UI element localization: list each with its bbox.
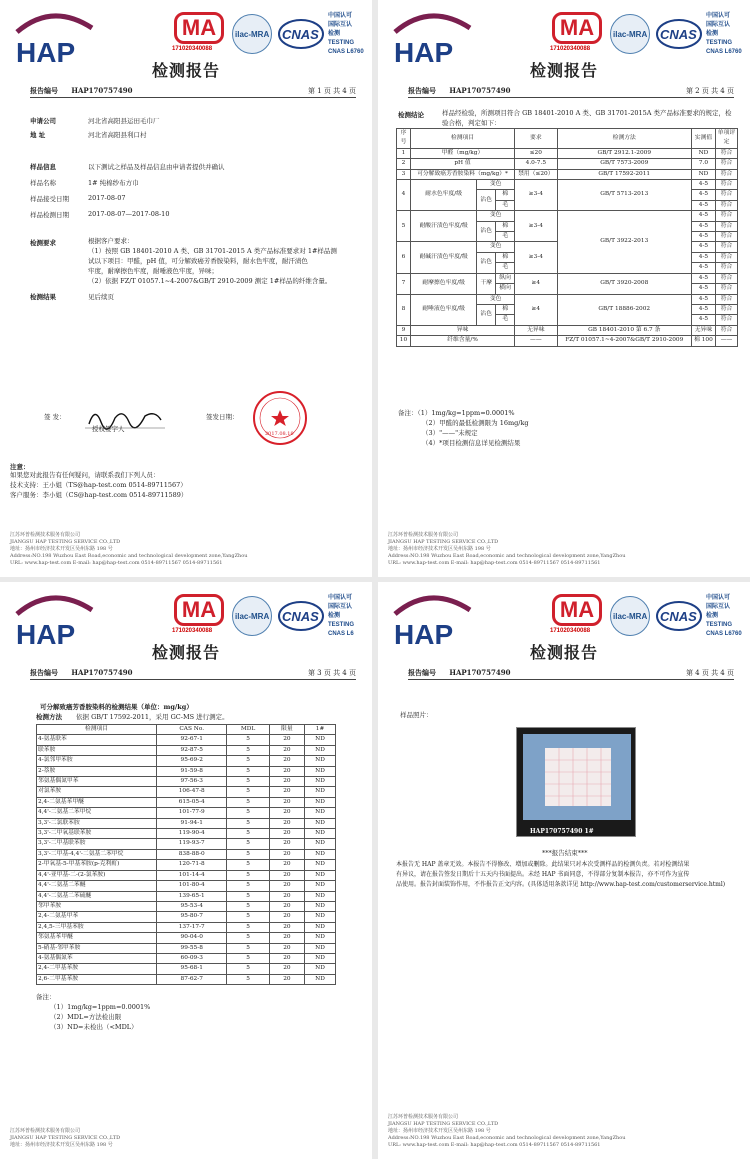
svg-text:HAP: HAP bbox=[394, 619, 454, 650]
svg-text:CNAS: CNAS bbox=[282, 27, 319, 42]
cma-code: 171020340088 bbox=[172, 46, 213, 52]
table-row: 2,4-二氨基甲苯 95-80-7 5 20 ND bbox=[37, 912, 336, 922]
report-page-4 bbox=[378, 582, 750, 1159]
report-header: 报告编号 HAP170757490 第 2 页 共 4 页 bbox=[408, 86, 734, 98]
cma-mark-icon: MA bbox=[552, 12, 602, 44]
accreditation-text: 中国认可 国际互认 检测 TESTING CNAS L6760 bbox=[706, 13, 742, 55]
ilac-mra-icon: ilac-MRA bbox=[232, 14, 272, 54]
accreditation-text: 中国认可 国际互认 检测 TESTING CNAS L6760 bbox=[328, 13, 364, 55]
cnas-logo-icon bbox=[656, 18, 702, 50]
table-row: 4,4'-二氨基二苯醚 101-80-4 5 20 ND bbox=[37, 881, 336, 891]
signer-label: 授权签字人 bbox=[92, 425, 125, 433]
result-value: 见后续页 bbox=[88, 293, 114, 301]
svg-text:HAP: HAP bbox=[16, 37, 76, 68]
address-label: 地 址 bbox=[30, 131, 46, 139]
ilac-mra-icon: ilac-MRA bbox=[610, 596, 650, 636]
table-row: 3,3'-二甲基-4,4'-二氨基二苯甲烷 838-88-0 5 20 ND bbox=[37, 849, 336, 859]
receive-date-label: 样品接受日期 bbox=[30, 195, 69, 203]
contact-info: 如果您对此报告有任何疑问，请联系我们下列人员： 技术支持：王小姐（TS@hap-test.com 0514-89711567） 客户服务：李小姐（CS@hap-test.com 0514-89711589） bbox=[10, 471, 188, 499]
cnas-logo-icon bbox=[656, 600, 702, 632]
issuer-label: 签 发： bbox=[44, 413, 66, 421]
report-title: 检测报告 bbox=[529, 643, 598, 662]
footer: 江苏环普检测技术服务有限公司 JIANGSU HAP TESTING SERVICE CO.,LTD 地址：扬州市经济技术开发区吴州东路 198 号 bbox=[10, 1128, 121, 1148]
footer: 江苏环普检测技术服务有限公司 JIANGSU HAP TESTING SERVICE CO.,LTD 地址：扬州市经济技术开发区吴州东路 198 号 Address:NO.198 Wuzhou East Road,economic and technological development zone,YangZhou URL: www.hap-test.com E-mail: hap@hap-test.com 0514-89711567 0514-89711561 bbox=[10, 532, 248, 566]
table-row: 2,6-二甲基苯胺 87-62-7 5 20 ND bbox=[37, 974, 336, 984]
table-row: 5-硝基-邻甲苯胺 99-55-8 5 20 ND bbox=[37, 943, 336, 953]
conclusion-text: 样品经检验，所测项目符合 GB 18401-2010 A 类、GB 31701-2015A 类产品标准要求的规定，检验合格，判定如下： bbox=[442, 109, 732, 127]
address-value: 河北省高阳县利口村 bbox=[88, 131, 147, 139]
report-page-2 bbox=[378, 0, 750, 577]
table-row: 2-萘胺 91-59-8 5 20 ND bbox=[37, 766, 336, 776]
table-row: 2,4-二氨基苯甲醚 615-05-4 5 20 ND bbox=[37, 797, 336, 807]
table-row: 4-氯邻甲苯胺 95-69-2 5 20 ND bbox=[37, 756, 336, 766]
cma-mark-icon: MA bbox=[174, 12, 224, 44]
receive-date-value: 2017-08-07 bbox=[88, 194, 126, 202]
table-row: 3,3'-二甲基联苯胺 119-93-7 5 20 ND bbox=[37, 839, 336, 849]
ilac-mra-icon: ilac-MRA bbox=[232, 596, 272, 636]
photo-caption: HAP170757490 1# bbox=[530, 828, 594, 835]
report-header: 报告编号 HAP170757490 第 3 页 共 4 页 bbox=[30, 668, 356, 680]
report-end: ***报告结束*** bbox=[542, 849, 588, 857]
cma-code: 171020340088 bbox=[550, 46, 591, 52]
cnas-logo-icon bbox=[278, 18, 324, 50]
table-row: 4-氨基联苯 92-67-1 5 20 ND bbox=[37, 735, 336, 745]
cma-mark-icon: MA bbox=[552, 594, 602, 626]
sample-info-note: 以下测试之样品及样品信息由申请者提供并确认 bbox=[88, 163, 225, 171]
cma-code: 171020340088 bbox=[550, 628, 591, 634]
footer: 江苏环普检测技术服务有限公司 JIANGSU HAP TESTING SERVICE CO.,LTD 地址：扬州市经济技术开发区吴州东路 198 号 Address:NO.198 Wuzhou East Road,economic and technological development zone,YangZhou URL: www.hap-test.com E-mail: hap@hap-test.com 0514-89711567 0514-89711561 bbox=[388, 1114, 626, 1148]
accreditation-text: 中国认可 国际互认 检测 TESTING CNAS L6 bbox=[328, 595, 355, 637]
svg-text:CNAS: CNAS bbox=[282, 609, 319, 624]
conclusion-label: 检测结论 bbox=[398, 111, 424, 119]
method-label: 检测方法 bbox=[36, 713, 62, 721]
company-seal-icon bbox=[252, 390, 308, 446]
report-header: 报告编号 HAP170757490 第 1 页 共 4 页 bbox=[30, 86, 356, 98]
issue-date-label: 签发日期： bbox=[206, 413, 239, 421]
footer: 江苏环普检测技术服务有限公司 JIANGSU HAP TESTING SERVICE CO.,LTD 地址：扬州市经济技术开发区吴州东路 198 号 Address:NO.198 Wuzhou East Road,economic and technological development zone,YangZhou URL: www.hap-test.com E-mail: hap@hap-test.com 0514-89711567 0514-89711561 bbox=[388, 532, 626, 566]
test-date-value: 2017-08-07—2017-08-10 bbox=[88, 210, 170, 218]
table-row: 邻甲苯胺 95-53-4 5 20 ND bbox=[37, 901, 336, 911]
svg-text:CNAS: CNAS bbox=[660, 27, 697, 42]
report-header: 报告编号 HAP170757490 第 4 页 共 4 页 bbox=[408, 668, 734, 680]
cma-mark-icon: MA bbox=[174, 594, 224, 626]
svg-text:HAP: HAP bbox=[394, 37, 454, 68]
photo-label: 样品照片： bbox=[400, 711, 433, 719]
table-row: 4-氨基偶氮苯 60-09-3 5 20 ND bbox=[37, 953, 336, 963]
table-row: 2,4,5-三甲基苯胺 137-17-7 5 20 ND bbox=[37, 922, 336, 932]
applicant-value: 河北省高阳县运田毛巾厂 bbox=[88, 117, 160, 125]
table-row: 3,3'-二氯联苯胺 91-94-1 5 20 ND bbox=[37, 818, 336, 828]
test-date-label: 样品检测日期 bbox=[30, 211, 69, 219]
results-table: 序号 检测项目 要求 检测方法 实测值 单项评定 1 甲醛（mg/kg） ≤20 GB/T 2912.1-2009 ND 符合 2 pH 值 4.0-7.5 GB/T 7573-2009 7.0 符合 3 可分解致癌芳香胺染料（mg/kg）* 禁用（≤20） GB/T 17592-2011 ND 符合 4 耐水色牢度/级 变色 ≥3-4 GB/T 5713-2013 4-5 符合 沾色 棉 4-5 符合 毛 4-5 符合 5 耐酸汗渍色牢度/级 变色 ≥3-4 GB/T 3922-2013 4-5 符合 沾色 棉 4-5 符合 毛 4-5 符合 6 耐碱汗渍色牢度/级 变色 ≥3-4 4-5 符合 沾色 棉 4-5 符合 毛 4-5 符合 7 耐摩擦色牢度/级 干摩 纵向 ≥4 GB/T 3920-2008 4-5 符合 横向 4-5 符合 8 耐唾液色牢度/级 变色 ≥4 GB/T 18886-2002 4-5 符合 沾色 棉 4-5 符合 毛 4-5 符合 9 异味 无异味 GB 18401-2010 第 6.7 条 无异味 符合 10 纤维含量/% —— FZ/T 01057.1~4-2007&GB/T 2910-2009 棉 100 —— bbox=[396, 128, 738, 347]
applicant-label: 申请公司 bbox=[30, 117, 56, 125]
report-title: 检测报告 bbox=[151, 61, 220, 80]
report-page-3 bbox=[0, 582, 372, 1159]
sample-photo bbox=[516, 727, 636, 837]
svg-text:HAP: HAP bbox=[16, 619, 76, 650]
table-row: 对氯苯胺 106-47-8 5 20 ND bbox=[37, 787, 336, 797]
sample-name-label: 样品名称 bbox=[30, 179, 56, 187]
table-row: 2-甲氧基-5-甲基苯胺(p-克利酊) 120-71-8 5 20 ND bbox=[37, 860, 336, 870]
notice-label: 注意： bbox=[10, 463, 30, 471]
table-row: 联苯胺 92-87-5 5 20 ND bbox=[37, 745, 336, 755]
table-row: 邻氨基苯甲醚 90-04-0 5 20 ND bbox=[37, 933, 336, 943]
statement: 本报告无 HAP 盖章无效。本报告不得修改、增加或删除。此结果只对本次受测样品的检测负责。若对检测结果 有异议，请在报告签发日期后十五天内书面提出。未经 HAP 书面同意，不得部分复制本报告，亦不可作为宣传 品使用。报告封面装饰作用，不作报告正文内容。(具体适用条款详见 http://www.hap-test.com/customerservice.html) bbox=[396, 861, 726, 888]
svg-text:2017.08.10: 2017.08.10 bbox=[265, 431, 294, 437]
table-row: 4,4'-亚甲基-二-(2-氯苯胺) 101-14-4 5 20 ND bbox=[37, 870, 336, 880]
amine-table: 检测项目 CAS No. MDL 限量 1# 4-氨基联苯 92-67-1 5 20 ND 联苯胺 92-87-5 5 20 ND 4-氯邻甲苯胺 95-69-2 5 20 ND 2-萘胺 91-59-8 5 20 ND 邻氨基偶氮甲苯 97-56-3 5 20 ND 对氯苯胺 106-47-8 5 20 ND 2,4-二氨基苯甲醚 615-05-4 5 20 ND 4,4'-二氨基二苯甲烷 101-77-9 5 20 ND 3,3'-二氯联苯胺 91-94-1 5 20 ND 3,3'-二甲氧基联苯胺 119-90-4 5 20 ND 3,3'-二甲基联苯胺 119-93-7 5 20 ND 3,3'-二甲基-4,4'-二氨基二苯甲烷 838-88-0 5 20 ND 2-甲氧基-5-甲基苯胺(p-克利酊) 120-71-8 5 20 ND 4,4'-亚甲基-二-(2-氯苯胺) 101-14-4 5 20 ND 4,4'-二氨基二苯醚 101-80-4 5 20 ND 4,4'-二氨基二苯硫醚 139-65-1 5 20 ND 邻甲苯胺 95-53-4 5 20 ND 2,4-二氨基甲苯 95-80-7 5 20 ND 2,4,5-三甲基苯胺 137-17-7 5 20 ND 邻氨基苯甲醚 90-04-0 5 20 ND 5-硝基-邻甲苯胺 99-55-8 5 20 ND 4-氨基偶氮苯 60-09-3 5 20 ND 2,4-二甲基苯胺 95-68-1 5 20 ND 2,6-二甲基苯胺 87-62-7 5 20 ND bbox=[36, 724, 336, 985]
amine-heading: 可分解致癌芳香胺染料的检测结果（单位：mg/kg） bbox=[40, 703, 193, 711]
table-row: 3,3'-二甲氧基联苯胺 119-90-4 5 20 ND bbox=[37, 829, 336, 839]
requirement-label: 检测要求 bbox=[30, 239, 56, 247]
cma-code: 171020340088 bbox=[172, 628, 213, 634]
result-label: 检测结果 bbox=[30, 293, 56, 301]
sample-info-label: 样品信息 bbox=[30, 163, 56, 171]
report-title: 检测报告 bbox=[151, 643, 220, 662]
table-row: 2,4-二甲基苯胺 95-68-1 5 20 ND bbox=[37, 964, 336, 974]
ilac-mra-icon: ilac-MRA bbox=[610, 14, 650, 54]
remarks: 备注：（1）1mg/kg=1ppm=0.0001% （2）甲醛的最低检测限为 16mg/kg （3）"——"未规定 （4）*项目检测信息详见检测结果 bbox=[398, 409, 529, 447]
requirement-text: 根据客户要求： （1）按照 GB 18401-2010 A 类、GB 31701-2015 A 类产品标准要求对 1#样品测 试以下项目：甲醛，pH 值，可分解致癌芳香胺染料，耐水色牢度，耐汗渍色 牢度，耐摩擦色牢度，耐唾液色牢度，异味； （2）依据 FZ/T 01057.1~4-2007&GB/T 2910-2009 测定 1#样品的纤维含量。 bbox=[88, 237, 337, 285]
svg-text:CNAS: CNAS bbox=[660, 609, 697, 624]
towel-image-icon bbox=[523, 734, 631, 820]
table-row: 4,4'-二氨基二苯甲烷 101-77-9 5 20 ND bbox=[37, 808, 336, 818]
sample-name-value: 1# 纯棉纱布方巾 bbox=[88, 179, 139, 187]
report-page-1 bbox=[0, 0, 372, 577]
table-row: 4,4'-二氨基二苯硫醚 139-65-1 5 20 ND bbox=[37, 891, 336, 901]
report-title: 检测报告 bbox=[529, 61, 598, 80]
table-row: 邻氨基偶氮甲苯 97-56-3 5 20 ND bbox=[37, 777, 336, 787]
method-value: 依据 GB/T 17592-2011，采用 GC-MS 进行测定。 bbox=[76, 713, 229, 721]
accreditation-text: 中国认可 国际互认 检测 TESTING CNAS L6760 bbox=[706, 595, 742, 637]
remarks: 备注： （1）1mg/kg=1ppm=0.0001% （2）MDL=方法检出限 （3）ND=未检出（<MDL） bbox=[36, 993, 151, 1031]
cnas-logo-icon bbox=[278, 600, 324, 632]
